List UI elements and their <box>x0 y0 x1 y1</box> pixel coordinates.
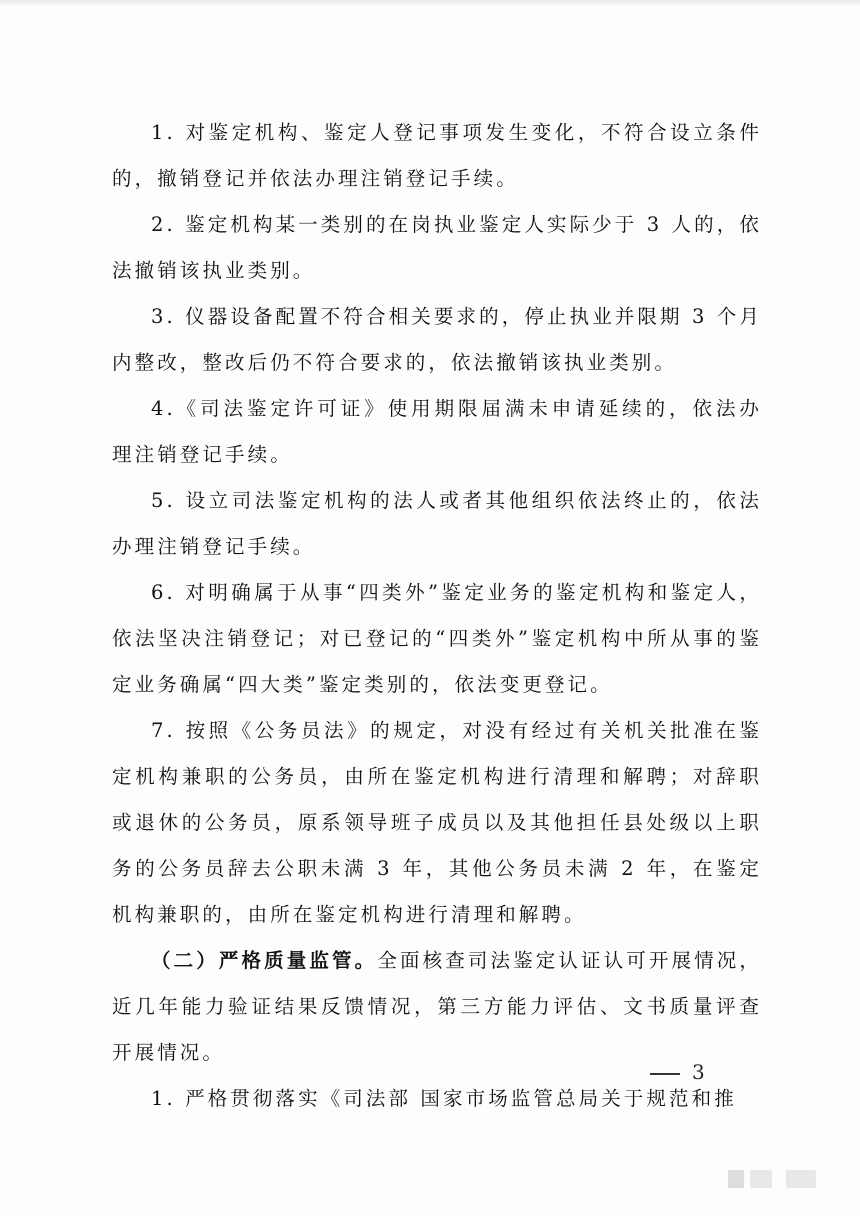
page-number-dash <box>650 1073 680 1075</box>
paragraph-7: 7. 按照《公务员法》的规定，对没有经过有关机关批准在鉴定机构兼职的公务员，由所在鉴定机构进行清理和解聘；对辞职或退休的公务员，原系领导班子成员以及其他担任县处级以上职务的公务员辞去公职未满 3 年，其他公务员未满 2 年，在鉴定机构兼职的，由所在鉴定机构进行清理和解聘。 <box>112 719 762 926</box>
paragraph-1: 1. 对鉴定机构、鉴定人登记事项发生变化，不符合设立条件的，撤销登记并依法办理注销登记手续。 <box>112 121 762 190</box>
page-number <box>650 1060 707 1084</box>
page-number-value: 3 <box>692 1060 707 1084</box>
paragraph-3: 3. 仪器设备配置不符合相关要求的，停止执业并限期 3 个月内整改，整改后仍不符合要求的，依法撤销该执业类别。 <box>112 305 762 374</box>
section-2-paragraph <box>112 938 762 1076</box>
page-top-edge <box>0 0 860 6</box>
paragraph-5: 5. 设立司法鉴定机构的法人或者其他组织依法终止的，依法办理注销登记手续。 <box>112 489 762 558</box>
section-2-text: 全面核查司法鉴定认证认可开展情况，近几年能力验证结果反馈情况，第三方能力评估、文书质量评查开展情况。 <box>112 949 762 1064</box>
paragraph-2: 2. 鉴定机构某一类别的在岗执业鉴定人实际少于 3 人的，依法撤销该执业类别。 <box>112 213 762 282</box>
paragraph-4: 4.《司法鉴定许可证》使用期限届满未申请延续的，依法办理注销登记手续。 <box>112 397 762 466</box>
paragraph-6: 6. 对明确属于从事“四类外”鉴定业务的鉴定机构和鉴定人，依法坚决注销登记；对已登记的“四类外”鉴定机构中所从事的鉴定业务确属“四大类”鉴定类别的，依法变更登记。 <box>112 581 762 696</box>
document-body <box>112 110 762 1122</box>
paragraph-last: 1. 严格贯彻落实《司法部 国家市场监管总局关于规范和推 <box>151 1087 737 1110</box>
watermark-icon <box>728 1170 818 1190</box>
section-2-heading: （二）严格质量监管。 <box>151 949 378 972</box>
